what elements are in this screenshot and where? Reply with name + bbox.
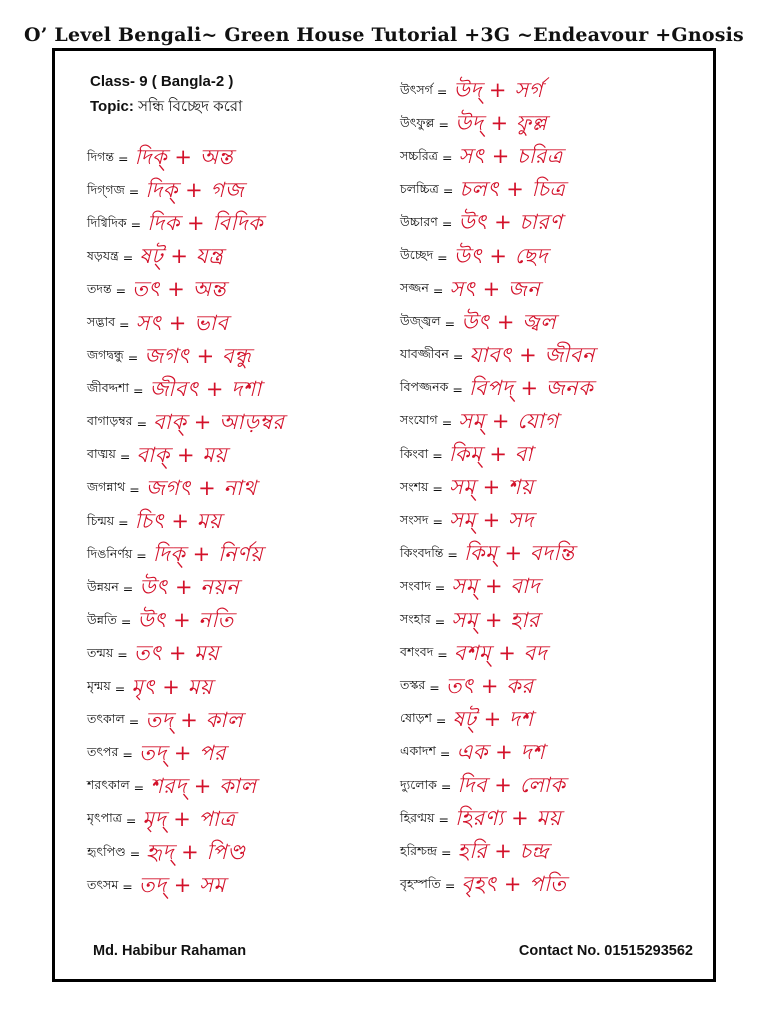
sandhi-word: সংযোগ	[400, 412, 438, 428]
sandhi-word: উন্নয়ন	[87, 578, 119, 594]
list-item	[400, 75, 595, 108]
equals-sign: =	[129, 481, 140, 497]
handwritten-answer: তদ্ + কাল	[145, 707, 243, 732]
sandhi-word: তৎসম	[87, 876, 119, 892]
equals-sign: =	[432, 514, 443, 530]
equals-sign: =	[122, 746, 133, 762]
equals-sign: =	[438, 117, 449, 133]
handwritten-answer: ষট্ + যন্ত্র	[139, 244, 224, 269]
handwritten-answer: কিম্ + বা	[448, 442, 533, 467]
list-item	[400, 836, 595, 869]
handwritten-answer: ষট্ + দশ	[452, 706, 534, 731]
list-item	[87, 473, 284, 506]
handwritten-answer: দিক্ + নির্ণয়	[152, 542, 264, 567]
sandhi-word: সংবাদ	[400, 577, 431, 593]
equals-sign: =	[432, 282, 444, 298]
equals-sign: =	[133, 779, 145, 795]
handwritten-answer: তদ্ + পর	[138, 740, 226, 765]
equals-sign: =	[122, 250, 134, 266]
equals-sign: =	[117, 151, 129, 167]
sandhi-word: হৃৎপিণ্ড	[87, 843, 126, 859]
equals-sign: =	[432, 481, 443, 497]
list-item	[400, 770, 595, 803]
sandhi-word: সংশয়	[400, 478, 429, 494]
list-item	[400, 737, 595, 770]
sandhi-word: উচ্ছেদ	[400, 247, 434, 263]
handwritten-answer: তৎ + কর	[445, 673, 534, 698]
sandhi-word: জীবদ্দশা	[87, 380, 129, 396]
equals-sign: =	[128, 184, 140, 200]
sandhi-word: কিংবা	[400, 445, 429, 461]
list-item	[87, 539, 284, 572]
sandhi-word: বাগাড়ম্বর	[87, 413, 133, 429]
sandhi-word: উজ্জ্বল	[400, 313, 441, 329]
equals-sign: =	[429, 679, 440, 695]
handwritten-answer: বৃহৎ + পতি	[461, 872, 567, 897]
list-item	[87, 341, 284, 374]
equals-sign: =	[136, 415, 148, 431]
equals-sign: =	[444, 878, 456, 894]
handwritten-answer: উৎ + নয়ন	[139, 575, 240, 600]
handwritten-answer: দিক্ + অন্ত	[134, 145, 234, 170]
sandhi-word: কিংবদন্তি	[400, 544, 444, 560]
sandhi-word: ষোড়শ	[400, 710, 432, 726]
list-item	[400, 307, 595, 340]
handwritten-answer: দিব + লোক	[457, 773, 566, 798]
list-item	[400, 439, 595, 472]
handwritten-answer: হৃদ্ + পিণ্ড	[146, 840, 246, 865]
handwritten-answer: বশম্ + বদ	[453, 640, 548, 665]
handwritten-answer: তৎ + ময়	[133, 641, 220, 666]
handwritten-answer: তদ্ + সম	[138, 873, 226, 898]
author-name: Md. Habibur Rahaman	[93, 943, 247, 959]
list-item	[400, 141, 595, 174]
sandhi-word: সংসদ	[400, 511, 429, 527]
equals-sign: =	[136, 548, 147, 564]
equals-sign: =	[436, 84, 448, 100]
handwritten-answer: যাবৎ + জীবন	[469, 342, 595, 367]
sandhi-word: যাবজ্জীবন	[400, 346, 449, 362]
list-item	[400, 274, 595, 307]
sandhi-word: তৎকাল	[87, 711, 125, 727]
handwritten-answer: কিম্ + বদন্তি	[463, 541, 575, 566]
handwritten-answer: সৎ + জন	[449, 276, 541, 301]
list-item	[87, 837, 284, 870]
sandhi-word: মৃন্ময়	[87, 678, 111, 694]
handwritten-answer: জগৎ + নাথ	[145, 475, 257, 500]
list-item	[400, 373, 595, 406]
handwritten-answer: জীবৎ + দশা	[149, 376, 262, 401]
equals-sign: =	[118, 515, 129, 531]
sandhi-word: চিন্ময়	[87, 512, 115, 528]
list-item	[400, 505, 595, 538]
list-item	[87, 804, 284, 837]
left-column	[87, 142, 284, 903]
equals-sign: =	[133, 382, 144, 398]
equals-sign: =	[442, 183, 454, 199]
handwritten-answer: উদ্ + সর্গ	[453, 78, 543, 103]
topic-label: Topic:	[90, 98, 134, 115]
sandhi-word: জগন্নাথ	[87, 479, 126, 495]
list-item	[400, 207, 595, 240]
sandhi-word: দিঙনির্ণয়	[87, 545, 133, 561]
sandhi-word: উচ্চারণ	[400, 213, 438, 229]
sandhi-word: সংহার	[400, 611, 431, 627]
list-item	[87, 738, 284, 771]
list-item	[400, 108, 595, 141]
sandhi-word: তদন্ত	[87, 280, 112, 296]
sandhi-word: মৃৎপাত্র	[87, 810, 122, 826]
handwritten-answer: বিপদ্ + জনক	[468, 375, 594, 400]
list-item	[400, 638, 595, 671]
list-item	[87, 274, 284, 307]
list-item	[400, 472, 595, 505]
list-item	[87, 572, 284, 605]
list-item	[400, 240, 595, 273]
handwritten-answer: বাক্ + ময়	[136, 442, 228, 467]
list-item	[87, 705, 284, 738]
equals-sign: =	[119, 316, 130, 332]
handwritten-answer: দিক + বিদিক	[147, 211, 264, 236]
handwritten-answer: এক + দশ	[456, 739, 545, 764]
sandhi-word: চলচ্চিত্র	[400, 180, 439, 196]
equals-sign: =	[452, 381, 463, 397]
handwritten-answer: বাক্ + আড়ম্বর	[153, 409, 285, 434]
list-item	[87, 638, 284, 671]
sandhi-word: দিগ্‌গজ	[87, 181, 125, 197]
handwritten-answer: উদ্ + ফুল্ল	[454, 111, 548, 136]
equals-sign: =	[119, 448, 131, 464]
sandhi-word: সদ্ভাব	[87, 314, 116, 330]
equals-sign: =	[435, 712, 447, 728]
handwritten-answer: তৎ + অন্ত	[132, 277, 227, 302]
sandhi-word: উন্নতি	[87, 611, 117, 627]
list-item	[400, 174, 595, 207]
list-item	[87, 771, 284, 804]
list-item	[400, 671, 595, 704]
topic-line	[90, 95, 242, 120]
contact-number: Contact No. 01515293562	[518, 943, 693, 959]
class-label: Class- 9 ( Bangla-2 )	[90, 73, 234, 90]
handwritten-answer: উৎ + জ্বল	[461, 309, 557, 334]
list-item	[400, 406, 595, 439]
list-item	[87, 175, 284, 208]
list-item	[87, 307, 284, 340]
sandhi-word: জগদ্বন্ধু	[87, 347, 124, 363]
list-item	[87, 407, 284, 440]
sandhi-word: হিরণ্ময়	[400, 809, 435, 825]
sandhi-word: উৎফুল্ল	[400, 114, 435, 130]
equals-sign: =	[439, 745, 451, 761]
handwritten-answer: শরদ্ + কাল	[150, 773, 257, 798]
handwritten-answer: উৎ + ছেদ	[453, 243, 548, 268]
equals-sign: =	[447, 547, 458, 563]
equals-sign: =	[120, 614, 132, 630]
list-item	[87, 208, 284, 241]
sandhi-word: ষড়যন্ত্র	[87, 247, 119, 263]
equals-sign: =	[444, 315, 456, 331]
handwritten-answer: মৃদ্ + পাত্র	[142, 806, 236, 831]
equals-sign: =	[434, 580, 446, 596]
sandhi-word: বিপজ্জনক	[400, 379, 449, 395]
equals-sign: =	[438, 812, 450, 828]
list-item	[87, 241, 284, 274]
equals-sign: =	[437, 646, 448, 662]
equals-sign: =	[440, 779, 452, 795]
list-item	[87, 672, 284, 705]
sandhi-word: একাদশ	[400, 743, 436, 759]
sandhi-word: সচ্চরিত্র	[400, 147, 438, 163]
handwritten-answer: হরি + চন্দ্র	[457, 839, 549, 864]
list-item	[87, 440, 284, 473]
list-item	[400, 340, 595, 373]
list-item	[400, 704, 595, 737]
equals-sign: =	[122, 879, 133, 895]
equals-sign: =	[129, 846, 141, 862]
sandhi-word: তৎপর	[87, 744, 119, 760]
handwritten-answer: দিক্ + গজ	[145, 178, 244, 203]
list-item	[87, 374, 284, 407]
equals-sign: =	[441, 414, 453, 430]
equals-sign: =	[441, 150, 453, 166]
list-item	[400, 605, 595, 638]
equals-sign: =	[130, 217, 142, 233]
equals-sign: =	[127, 349, 139, 365]
handwritten-answer: জগৎ + বন্ধু	[144, 343, 252, 368]
equals-sign: =	[441, 845, 452, 861]
handwritten-answer: সৎ + ভাব	[135, 310, 229, 335]
list-item	[400, 869, 595, 902]
equals-sign: =	[128, 713, 140, 729]
worksheet-frame	[52, 48, 716, 982]
handwritten-answer: মৃৎ + ময়	[131, 674, 213, 699]
sandhi-word: বশংবদ	[400, 644, 434, 660]
equals-sign: =	[117, 647, 128, 663]
equals-sign: =	[434, 613, 446, 629]
equals-sign: =	[437, 249, 448, 265]
equals-sign: =	[125, 812, 137, 828]
sandhi-word: শরৎকাল	[87, 777, 130, 793]
sandhi-word: সজ্জন	[400, 280, 429, 296]
sandhi-word: দ্যুলোক	[400, 776, 437, 792]
list-item	[400, 571, 595, 604]
sandhi-word: বৃহস্পতি	[400, 875, 441, 891]
right-column	[400, 75, 595, 902]
topic-text: সন্ধি বিচ্ছেদ করো	[138, 98, 243, 115]
equals-sign: =	[122, 581, 134, 597]
list-item	[87, 870, 284, 903]
handwritten-answer: সৎ + চরিত্র	[458, 144, 563, 169]
list-item	[400, 803, 595, 836]
handwritten-answer: সম্ + সদ	[448, 508, 534, 533]
handwritten-answer: উৎ + চারণ	[458, 210, 563, 235]
list-item	[87, 506, 284, 539]
list-item	[87, 142, 284, 175]
sandhi-word: দিগন্ত	[87, 148, 114, 164]
equals-sign: =	[115, 283, 127, 299]
list-item	[400, 538, 595, 571]
handwritten-answer: সম্ + হার	[451, 607, 540, 632]
sandhi-word: তন্ময়	[87, 644, 114, 660]
handwritten-answer: সম্ + যোগ	[458, 408, 559, 433]
handwritten-answer: চলৎ + চিত্র	[459, 177, 566, 202]
equals-sign: =	[452, 348, 464, 364]
equals-sign: =	[114, 680, 126, 696]
sandhi-word: বাঙ্ময়	[87, 446, 116, 462]
sandhi-word: হরিশ্চন্দ্র	[400, 842, 438, 858]
handwritten-answer: চিৎ + ময়	[134, 509, 222, 534]
page-header: O’ Level Bengali~ Green House Tutorial +3G ~Endeavour +Gnosis	[24, 24, 744, 46]
sandhi-word: উৎসর্গ	[400, 81, 433, 97]
equals-sign: =	[432, 448, 443, 464]
handwritten-answer: সম্ + শয়	[448, 475, 534, 500]
sandhi-word: তস্কর	[400, 677, 426, 693]
list-item	[87, 605, 284, 638]
handwritten-answer: সম্ + বাদ	[451, 574, 541, 599]
equals-sign: =	[441, 216, 453, 232]
handwritten-answer: উৎ + নতি	[137, 608, 234, 633]
sandhi-word: দিগ্বিদিক	[87, 214, 127, 230]
handwritten-answer: হিরণ্য + ময়	[455, 806, 562, 831]
